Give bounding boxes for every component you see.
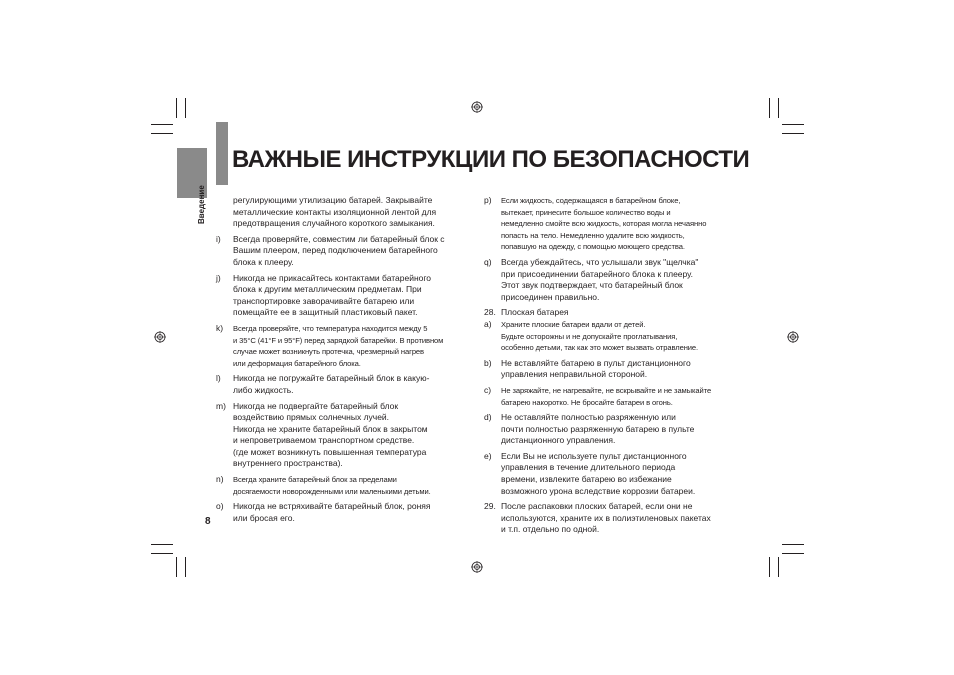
list-item [216, 373, 474, 396]
crop-mark [769, 98, 770, 118]
item-text: Не заряжайте, не нагревайте, не вскрывайте и не замыкайте батарею накоротко. Не бросайте батареи в огонь. [501, 385, 712, 407]
section-number: 29. [484, 501, 496, 512]
list-item [216, 401, 474, 471]
crop-mark [185, 98, 186, 118]
intro-text: регулирующими утилизацию батарей. Закрывайте металлические контакты изоляционной лентой для предотвращения случайного короткого замыкания. [233, 195, 437, 229]
registration-mark-icon [471, 101, 483, 113]
page-number: 8 [205, 516, 211, 527]
title-accent-bar [216, 122, 228, 185]
list-item [216, 195, 474, 230]
crop-mark [782, 544, 804, 545]
registration-mark-icon [787, 331, 799, 343]
list-item [216, 323, 474, 369]
item-marker: c) [484, 384, 492, 395]
section-heading-text: Плоская батарея [501, 307, 569, 318]
item-marker: j) [216, 272, 221, 283]
item-text: Никогда не погружайте батарейный блок в какую- либо жидкость. [233, 373, 430, 395]
crop-mark [778, 98, 779, 118]
item-marker: n) [216, 474, 224, 485]
list-item [216, 273, 474, 319]
item-marker: d) [484, 412, 492, 423]
crop-mark [185, 557, 186, 577]
crop-mark [151, 544, 173, 545]
item-text: Не вставляйте батарею в пульт дистанционного управления неправильной стороной. [501, 357, 691, 380]
page-title: ВАЖНЫЕ ИНСТРУКЦИИ ПО БЕЗОПАСНОСТИ [232, 146, 750, 173]
item-text: Если жидкость, содержащаяся в батарейном блоке, вытекает, принесите большое количество воды и немедленно смойте всю жидкость, которая могла нечаянно попасть на тело. Немедленно удалите всю жидкость, попавшую на одежду, с помощью моющего средства. [501, 196, 707, 252]
crop-mark [778, 557, 779, 577]
crop-mark [151, 553, 173, 554]
section-label: Введение [197, 185, 206, 224]
item-text: Всегда убеждайтесь, что услышали звук "щелчка" при присоединении батарейного блока к плееру. Этот звук подтверждает, что батарейный блок присоединен правильно. [501, 256, 699, 302]
item-marker: e) [484, 450, 492, 461]
left-column [216, 195, 474, 528]
list-item [484, 195, 748, 253]
list-item [484, 385, 748, 408]
item-marker: q) [484, 256, 492, 267]
crop-mark [151, 133, 173, 134]
item-marker: b) [484, 357, 492, 368]
item-text: Всегда проверяйте, совместим ли батарейный блок с Вашим плеером, перед подключением батарейного блока к плееру. [233, 233, 445, 267]
item-marker: p) [484, 195, 492, 205]
crop-mark [151, 124, 173, 125]
item-marker: m) [216, 400, 226, 411]
item-text: Храните плоские батареи вдали от детей. Будьте осторожны и не допускайте проглатывания, особенно детьми, так как это может вызвать отравление. [501, 319, 699, 353]
item-text: Всегда проверяйте, что температура находится между 5 и 35°C (41°F и 95°F) перед зарядкой батарейки. В противном случае может возникнуть протечка, чрезмерный нагрев или деформация батарейного блока. [233, 323, 444, 368]
item-text: Никогда не встряхивайте батарейный блок, роняя или бросая его. [233, 501, 431, 523]
crop-mark [782, 553, 804, 554]
item-marker: l) [216, 373, 221, 384]
section-number: 28. [484, 307, 496, 318]
list-item [484, 412, 748, 447]
registration-mark-icon [154, 331, 166, 343]
list-item [484, 257, 748, 303]
item-text: Никогда не подвергайте батарейный блок воздействию прямых солнечных лучей. Никогда не храните батарейный блок в закрытом и непроветриваемом транспортном средстве. (где может возникнуть повышенная температура внутреннего пространства). [233, 400, 428, 469]
item-text: Никогда не прикасайтесь контактами батарейного блока к другим металлическим предметам. При транспортировке заворачивайте батарею или помещайте ее в защитный пластиковый пакет. [233, 272, 432, 318]
list-item [216, 234, 474, 269]
crop-mark [782, 133, 804, 134]
item-text: Всегда храните батарейный блок за пределами досягаемости новорожденными или маленькими детьми. [233, 475, 431, 496]
right-column [484, 195, 748, 540]
list-item [484, 451, 748, 497]
list-item [484, 358, 748, 381]
crop-mark [782, 124, 804, 125]
section-heading [484, 307, 748, 319]
item-marker: i) [216, 233, 221, 244]
crop-mark [176, 557, 177, 577]
item-text: После распаковки плоских батарей, если они не используются, храните их в полиэтиленовых пакетах и т.п. отдельно по одной. [501, 501, 711, 535]
registration-mark-icon [471, 561, 483, 573]
list-item [216, 501, 474, 524]
crop-mark [176, 98, 177, 118]
list-item [484, 319, 748, 354]
item-marker: a) [484, 318, 492, 329]
list-item [216, 474, 474, 497]
item-marker: k) [216, 322, 224, 333]
list-item [484, 501, 748, 536]
item-text: Не оставляйте полностью разряженную или почти полностью разряженную батарею в пульте дистанционного управления. [501, 412, 695, 446]
item-marker: o) [216, 501, 224, 512]
crop-mark [769, 557, 770, 577]
item-text: Если Вы не используете пульт дистанционного управления в течение длительного периода времени, извлеките батарею во избежание возможного урона вследствие коррозии батареи. [501, 450, 696, 496]
